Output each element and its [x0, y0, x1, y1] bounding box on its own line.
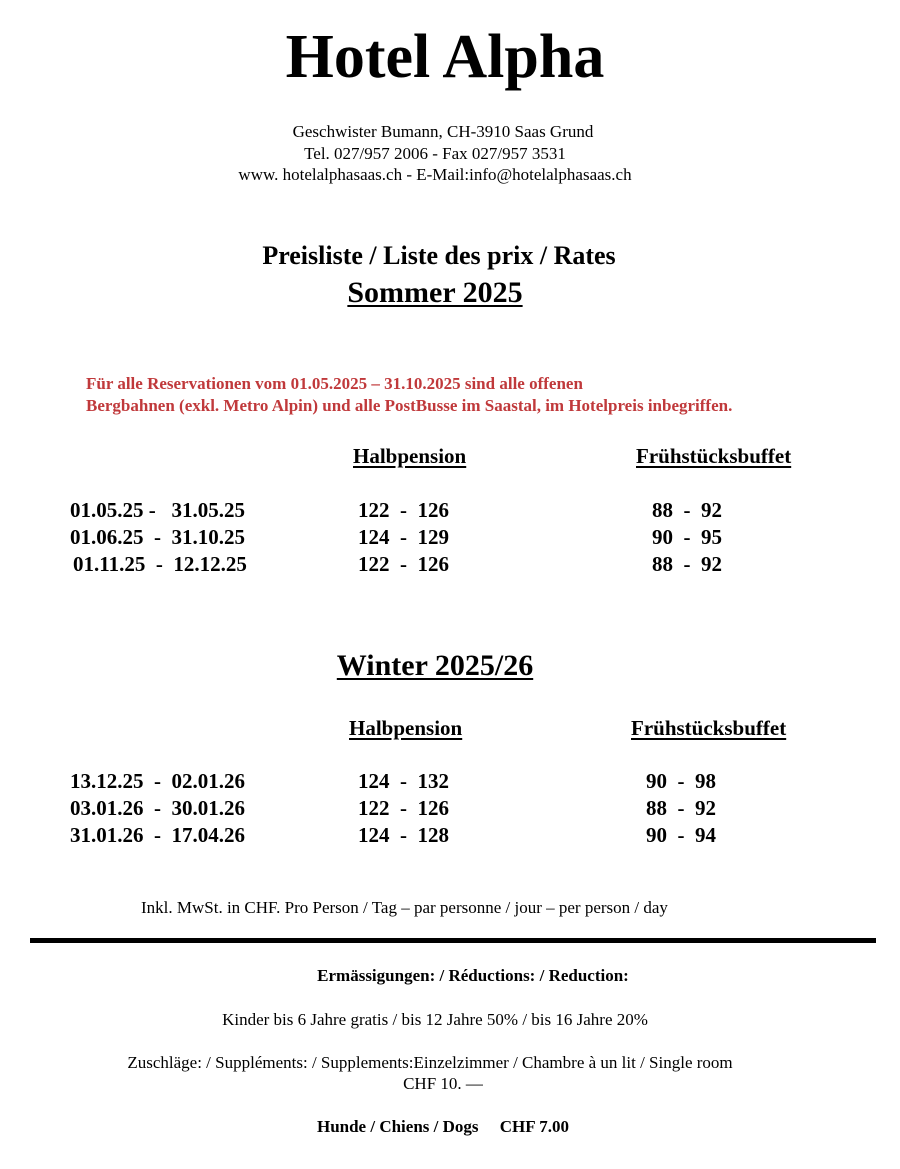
supplements-price: CHF 10. — [403, 1074, 483, 1093]
supplements-line: Zuschläge: / Suppléments: / Supplements:Einzelzimmer / Chambre à un lit / Single room [127, 1053, 733, 1072]
pricelist-title: Preisliste / Liste des prix / Rates [262, 241, 616, 270]
summer-row-period: 01.11.25 - 12.12.25 [73, 552, 247, 576]
summer-row-breakfast: 88 - 92 [652, 498, 722, 522]
horizontal-divider [30, 938, 876, 943]
winter-season-title: Winter 2025/26 [336, 649, 534, 682]
summer-row-breakfast: 90 - 95 [652, 525, 722, 549]
phone-fax-line: Tel. 027/957 2006 - Fax 027/957 3531 [304, 144, 566, 163]
winter-col-half-board: Halbpension [349, 716, 463, 740]
reductions-title: Ermässigungen: / Réductions: / Reduction: [317, 966, 629, 985]
dogs-fee-line: Hunde / Chiens / Dogs CHF 7.00 [316, 1117, 570, 1136]
winter-row-period: 13.12.25 - 02.01.26 [70, 769, 245, 793]
winter-row-breakfast: 90 - 94 [646, 823, 716, 847]
summer-season-title: Sommer 2025 [347, 276, 523, 309]
summer-row-period: 01.05.25 - 31.05.25 [70, 498, 245, 522]
winter-row-breakfast: 88 - 92 [646, 796, 716, 820]
summer-row-half-board: 122 - 126 [358, 498, 449, 522]
winter-row-period: 03.01.26 - 30.01.26 [70, 796, 245, 820]
winter-row-period: 31.01.26 - 17.04.26 [70, 823, 245, 847]
winter-row-half-board: 124 - 128 [358, 823, 449, 847]
winter-row-half-board: 122 - 126 [358, 796, 449, 820]
summer-row-half-board: 124 - 129 [358, 525, 449, 549]
web-email-line: www. hotelalphasaas.ch - E-Mail:info@hotelalphasaas.ch [238, 165, 632, 184]
summer-notice-line-2: Bergbahnen (exkl. Metro Alpin) und alle PostBusse im Saastal, im Hotelpreis inbegriffen. [86, 396, 733, 415]
summer-row-breakfast: 88 - 92 [652, 552, 722, 576]
winter-row-breakfast: 90 - 98 [646, 769, 716, 793]
price-footnote: Inkl. MwSt. in CHF. Pro Person / Tag – par personne / jour – per person / day [141, 898, 668, 917]
summer-notice-line-1: Für alle Reservationen vom 01.05.2025 – 31.10.2025 sind alle offenen [86, 374, 583, 393]
address-line: Geschwister Bumann, CH-3910 Saas Grund [292, 122, 594, 141]
summer-row-half-board: 122 - 126 [358, 552, 449, 576]
summer-row-period: 01.06.25 - 31.10.25 [70, 525, 245, 549]
hotel-title: Hotel Alpha [285, 23, 605, 91]
winter-col-breakfast: Frühstücksbuffet [631, 716, 787, 740]
winter-row-half-board: 124 - 132 [358, 769, 449, 793]
summer-col-half-board: Halbpension [353, 444, 467, 468]
summer-col-breakfast: Frühstücksbuffet [636, 444, 792, 468]
children-discount-line: Kinder bis 6 Jahre gratis / bis 12 Jahre 50% / bis 16 Jahre 20% [222, 1010, 648, 1029]
